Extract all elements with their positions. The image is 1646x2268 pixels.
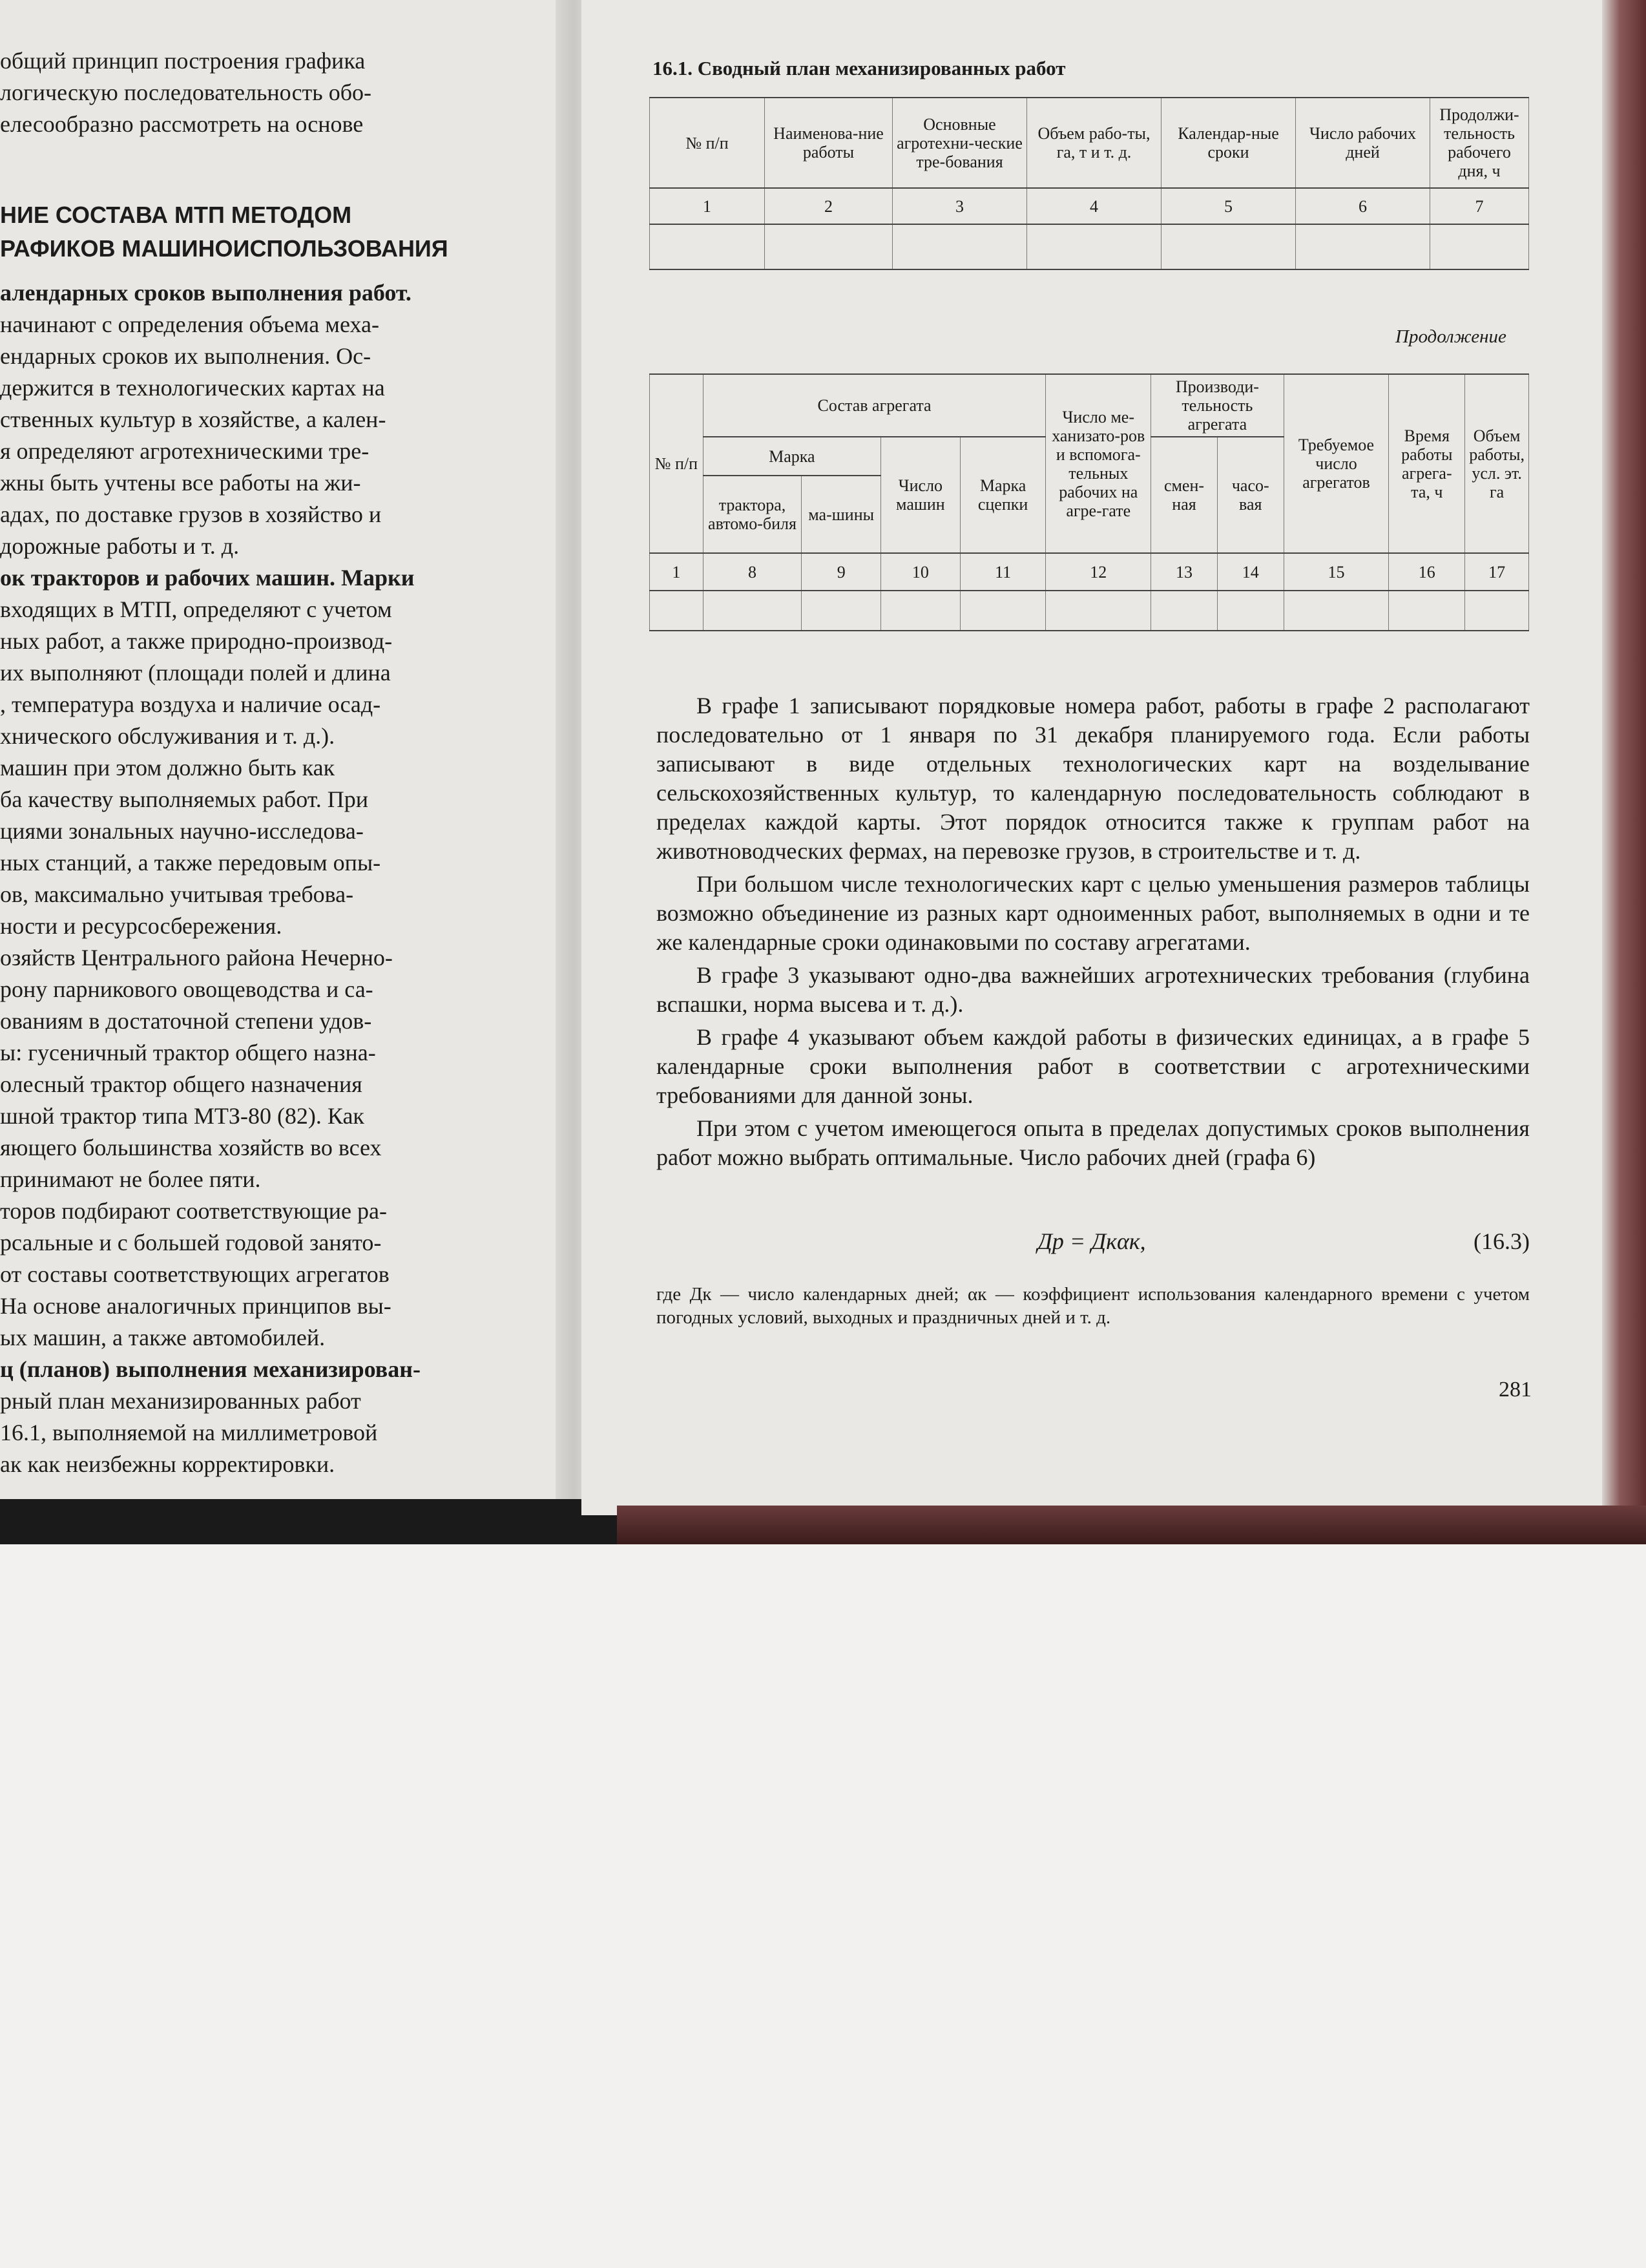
table-header-cell: смен-ная xyxy=(1151,437,1218,553)
left-line: ы: гусеничный трактор общего назна- xyxy=(0,1040,376,1066)
table-header-cell: Марка сцепки xyxy=(960,437,1046,553)
table-empty-cell xyxy=(1284,591,1389,631)
table-empty-cell xyxy=(1430,224,1529,269)
table-col-number: 7 xyxy=(1430,188,1529,224)
table-empty-cell xyxy=(650,591,703,631)
formula xyxy=(656,1228,1530,1264)
table-empty-cell xyxy=(1217,591,1284,631)
table-header-cell: Наименова-ние работы xyxy=(765,98,893,188)
table-col-number: 4 xyxy=(1027,188,1162,224)
left-line: яющего большинства хозяйств во всех xyxy=(0,1135,382,1160)
left-line: логическую последовательность обо- xyxy=(0,79,372,105)
left-line: дорожные работы и т. д. xyxy=(0,533,240,559)
book-cover-bottom xyxy=(617,1506,1646,1544)
section-heading: РАФИКОВ МАШИНОИСПОЛЬЗОВАНИЯ xyxy=(0,235,448,262)
table-header-group: Марка xyxy=(703,437,880,476)
table-empty-cell xyxy=(1389,591,1465,631)
table-col-number: 2 xyxy=(765,188,893,224)
table-col-number: 3 xyxy=(893,188,1027,224)
table-header-cell: Время работы агрега-та, ч xyxy=(1389,374,1465,553)
formula-explanation: где Дк — число календарных дней; αк — коэффициент использования календарного времени с учетом погодных условий, выходных и праздничных дней и т. д. xyxy=(656,1284,1530,1328)
body-paragraph: В графе 1 записывают порядковые номера работ, работы в графе 2 располагают последовательно от 1 января по 31 декабря планируемого года. Если работы записывают в виде отдельных технологических карт на возделывание сельскохозяйственных культур, то календарную последовательность соблюдают в пределах каждой карты. Этот порядок относится также к группам работ на животноводческих фермах, на перевозке грузов, в строительстве и т. д. xyxy=(656,693,1530,864)
table-caption: 16.1. Сводный план механизированных работ xyxy=(652,57,1066,79)
table-col-number: 13 xyxy=(1151,553,1218,591)
left-line: начинают с определения объема меха- xyxy=(0,311,379,337)
table-header-cell: Число ме-ханизато-ров и вспомога-тельных рабочих на агре-гате xyxy=(1046,374,1151,553)
left-line: хнического обслуживания и т. д.). xyxy=(0,723,335,749)
body-paragraph: В графе 4 указывают объем каждой работы в физических единицах, а в графе 5 календарные сроки выполнения работ в соответствии с агротехническими требованиями для данной зоны. xyxy=(656,1024,1530,1108)
table-header-cell: Объем работы, усл. эт. га xyxy=(1465,374,1529,553)
left-line: 16.1, выполняемой на миллиметровой xyxy=(0,1420,378,1445)
scan-shadow xyxy=(0,1499,617,1544)
left-line: ок тракторов и рабочих машин. Марки xyxy=(0,565,415,591)
left-line: ственных культур в хозяйстве, а кален- xyxy=(0,406,386,432)
left-line: рону парникового овощеводства и са- xyxy=(0,976,373,1002)
table-header-cell: Календар-ные сроки xyxy=(1162,98,1296,188)
table-header-cell: Основные агротехни-ческие тре-бования xyxy=(893,98,1027,188)
table-col-number: 5 xyxy=(1162,188,1296,224)
table-col-number: 12 xyxy=(1046,553,1151,591)
left-line: ендарных сроков их выполнения. Ос- xyxy=(0,343,371,369)
left-line: елесообразно рассмотреть на основе xyxy=(0,111,364,137)
table-header-cell: часо-вая xyxy=(1217,437,1284,553)
body-paragraph: В графе 3 указывают одно-два важнейших агротехнических требования (глубина вспашки, норма высева и т. д.). xyxy=(656,962,1530,1017)
continued-label: Продолжение xyxy=(1395,326,1506,347)
left-line: входящих в МТП, определяют с учетом xyxy=(0,596,392,622)
table-col-number: 10 xyxy=(881,553,961,591)
table-header-cell: Число рабочих дней xyxy=(1296,98,1430,188)
table-col-number: 1 xyxy=(650,188,765,224)
left-page xyxy=(0,0,562,1509)
table-empty-cell xyxy=(1162,224,1296,269)
table-col-number: 6 xyxy=(1296,188,1430,224)
left-line: ности и ресурсосбережения. xyxy=(0,913,282,939)
summary-table-part1 xyxy=(649,97,1529,270)
table-empty-cell xyxy=(1296,224,1430,269)
left-line: принимают не более пяти. xyxy=(0,1166,261,1192)
table-header-cell: Число машин xyxy=(881,437,961,553)
formula-number: (16.3) xyxy=(1474,1228,1530,1254)
table-header-cell: № п/п xyxy=(650,374,703,553)
table-col-number: 14 xyxy=(1217,553,1284,591)
left-line: рный план механизированных работ xyxy=(0,1388,361,1414)
table-col-number: 17 xyxy=(1465,553,1529,591)
table-header-group: Производи-тельность агрегата xyxy=(1151,374,1284,437)
table-empty-cell xyxy=(650,224,765,269)
formula-expression: Дp = Дкαк, xyxy=(1037,1228,1146,1254)
left-line: ных станций, а также передовым опы- xyxy=(0,850,381,876)
table-empty-cell xyxy=(703,591,802,631)
left-line: ба качеству выполняемых работ. При xyxy=(0,786,369,812)
left-line: рсальные и с большей годовой занято- xyxy=(0,1230,382,1255)
table-col-number: 11 xyxy=(960,553,1046,591)
table-col-number: 16 xyxy=(1389,553,1465,591)
left-line: ц (планов) выполнения механизирован- xyxy=(0,1356,421,1382)
left-line: ов, максимально учитывая требова- xyxy=(0,881,354,907)
table-empty-cell xyxy=(893,224,1027,269)
table-header-cell: Требуемое число агрегатов xyxy=(1284,374,1389,553)
body-paragraph: При большом числе технологических карт с целью уменьшения размеров таблицы возможно объединение из разных карт одноименных работ, выполняемых в одни и те же календарные сроки одинаковыми по составу агрегатами. xyxy=(656,871,1530,955)
left-line: алендарных сроков выполнения работ. xyxy=(0,280,412,306)
left-line: их выполняют (площади полей и длина xyxy=(0,660,391,686)
left-line: циями зональных научно-исследова- xyxy=(0,818,364,844)
left-line: На основе аналогичных принципов вы- xyxy=(0,1293,391,1319)
left-line: ованиям в достаточной степени удов- xyxy=(0,1008,372,1034)
table-header-cell: ма-шины xyxy=(802,476,881,553)
table-col-number: 1 xyxy=(650,553,703,591)
table-header-group: Состав агрегата xyxy=(703,374,1046,437)
body-paragraph: При этом с учетом имеющегося опыта в пределах допустимых сроков выполнения работ можно выбрать оптимальные. Число рабочих дней (графа 6) xyxy=(656,1115,1530,1170)
section-heading: НИЕ СОСТАВА МТП МЕТОДОМ xyxy=(0,202,352,228)
table-header-cell: Объем рабо-ты, га, т и т. д. xyxy=(1027,98,1162,188)
table-empty-cell xyxy=(881,591,961,631)
left-line: адах, по доставке грузов в хозяйство и xyxy=(0,501,382,527)
left-line: шной трактор типа МТЗ-80 (82). Как xyxy=(0,1103,364,1129)
left-line: от составы соответствующих агрегатов xyxy=(0,1261,390,1287)
table-empty-cell xyxy=(1046,591,1151,631)
table-col-number: 15 xyxy=(1284,553,1389,591)
summary-table-part2 xyxy=(649,373,1529,631)
left-line: держится в технологических картах на xyxy=(0,375,385,401)
left-line: ых машин, а также автомобилей. xyxy=(0,1325,326,1350)
left-line: жны быть учтены все работы на жи- xyxy=(0,470,361,496)
left-line: ных работ, а также природно-производ- xyxy=(0,628,393,654)
left-page-text xyxy=(0,45,510,1480)
left-line: торов подбирают соответствующие ра- xyxy=(0,1198,387,1224)
left-line: общий принцип построения графика xyxy=(0,48,366,74)
table-col-number: 8 xyxy=(703,553,802,591)
table-empty-cell xyxy=(1465,591,1529,631)
table-empty-cell xyxy=(1027,224,1162,269)
table-empty-cell xyxy=(765,224,893,269)
table-header-cell: трактора, автомо-биля xyxy=(703,476,802,553)
book-cover-edge xyxy=(1602,0,1646,1544)
table-empty-cell xyxy=(1151,591,1218,631)
table-header-cell: Продолжи-тельность рабочего дня, ч xyxy=(1430,98,1529,188)
table-header-cell: № п/п xyxy=(650,98,765,188)
table-empty-cell xyxy=(960,591,1046,631)
left-line: ак как неизбежны корректировки. xyxy=(0,1451,335,1477)
table-empty-cell xyxy=(802,591,881,631)
left-line: машин при этом должно быть как xyxy=(0,755,335,781)
page-number: 281 xyxy=(1499,1378,1532,1402)
blank-scanner-area xyxy=(0,1506,1646,2268)
table-col-number: 9 xyxy=(802,553,881,591)
left-line: олесный трактор общего назначения xyxy=(0,1071,362,1097)
left-line: я определяют агротехническими тре- xyxy=(0,438,370,464)
left-line: , температура воздуха и наличие осад- xyxy=(0,691,381,717)
body-text xyxy=(656,691,1530,1176)
left-line: озяйств Центрального района Нечерно- xyxy=(0,945,393,971)
